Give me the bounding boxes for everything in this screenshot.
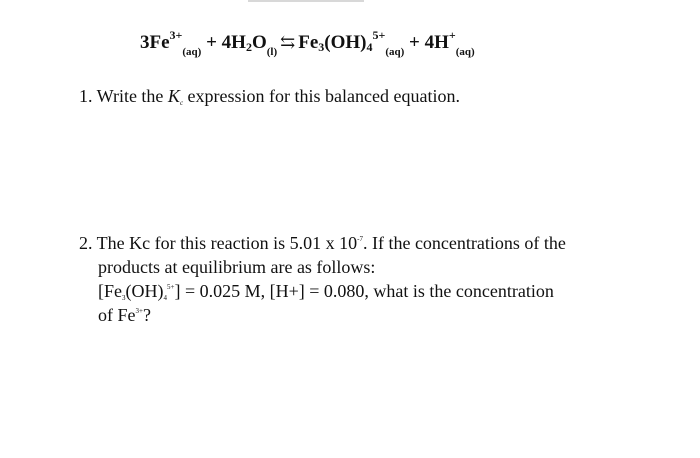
question-1-number: 1. bbox=[79, 86, 93, 106]
question-2 bbox=[79, 231, 566, 327]
question-2-number: 2. bbox=[79, 233, 93, 253]
question-2-line-4: of $Fe^{3+}$? bbox=[98, 305, 151, 325]
plus-sign: + bbox=[404, 32, 425, 53]
question-2-line-2: products at equilibrium are as follows: bbox=[98, 257, 376, 277]
reactant-fe-ion: $3Fe^{3+}_{(aq)}$ bbox=[140, 28, 202, 58]
equilibrium-arrow: ⇆ bbox=[280, 32, 296, 52]
product-hydrogen-ion: $4H^+_{(aq)}$ bbox=[424, 28, 475, 58]
product-iron-hydroxide-complex: $Fe_3(OH)_4^{5+}_{(aq)}$ bbox=[298, 28, 405, 58]
top-divider bbox=[248, 0, 364, 2]
plus-sign: + bbox=[201, 32, 222, 53]
question-2-line-1: 2. The Kc for this reaction is 5.01 x $10^{-7}$. If the concentrations of the bbox=[79, 233, 566, 253]
question-2-line-3: $[Fe3(OH)4^{5+}] = 0.025$ M, [H+] = 0.080, what is the concentration bbox=[98, 281, 554, 302]
reactant-water: $4H_2O_{(l)}$ bbox=[221, 32, 278, 58]
balanced-equation bbox=[140, 27, 475, 58]
kc-symbol: Kc bbox=[167, 86, 184, 107]
question-1: 1. Write the Kc expression for this balanced equation. bbox=[79, 86, 460, 107]
